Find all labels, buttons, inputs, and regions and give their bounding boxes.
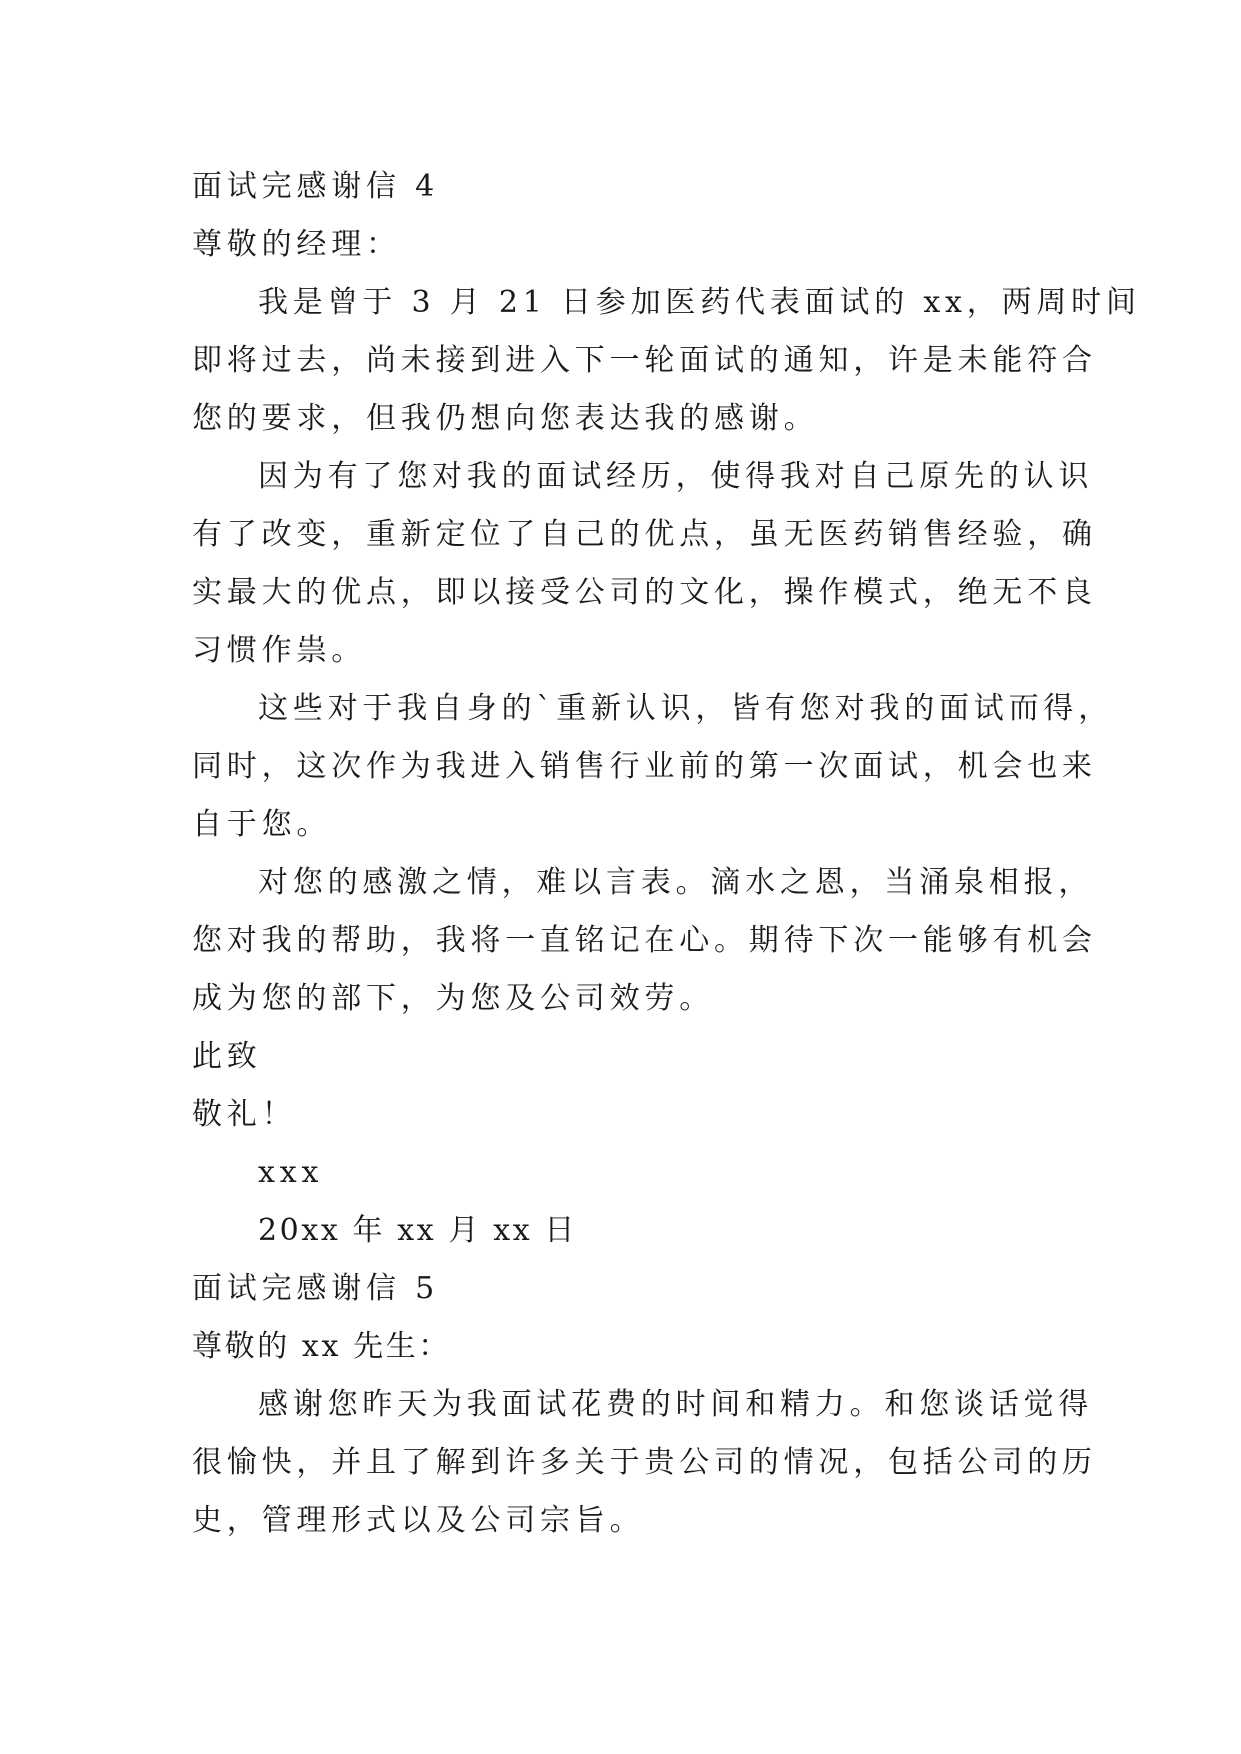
paragraph-line: 史，管理形式以及公司宗旨。 xyxy=(192,1503,645,1538)
date: 20xx 年 xx 月 xx 日 xyxy=(258,1213,577,1248)
document-body xyxy=(192,158,1141,1550)
signature: xxx xyxy=(258,1155,324,1190)
letter-title: 面试完感谢信 5 xyxy=(192,1271,440,1306)
paragraph-line: 这些对于我自身的`重新认识，皆有您对我的面试而得， xyxy=(258,691,1113,726)
paragraph-line: 对您的感激之情，难以言表。滴水之恩，当涌泉相报， xyxy=(258,865,1094,900)
paragraph-line: 即将过去，尚未接到进入下一轮面试的通知，许是未能符合 xyxy=(192,343,1097,378)
paragraph-line: 很愉快，并且了解到许多关于贵公司的情况，包括公司的历 xyxy=(192,1445,1097,1480)
paragraph-line: 您的要求，但我仍想向您表达我的感谢。 xyxy=(192,401,819,436)
paragraph-line: 习惯作祟。 xyxy=(192,633,366,668)
paragraph-line: 同时，这次作为我进入销售行业前的第一次面试，机会也来 xyxy=(192,749,1097,784)
paragraph-line: 有了改变，重新定位了自己的优点，虽无医药销售经验，确 xyxy=(192,517,1097,552)
paragraph-line: 自于您。 xyxy=(192,807,332,842)
salutation: 尊敬的经理： xyxy=(192,227,401,262)
letter-title: 面试完感谢信 4 xyxy=(192,169,440,204)
paragraph-line: 您对我的帮助，我将一直铭记在心。期待下次一能够有机会 xyxy=(192,923,1097,958)
paragraph-line: 成为您的部下，为您及公司效劳。 xyxy=(192,981,714,1016)
paragraph-line: 感谢您昨天为我面试花费的时间和精力。和您谈话觉得 xyxy=(258,1387,1094,1422)
paragraph-line: 因为有了您对我的面试经历，使得我对自己原先的认识 xyxy=(258,459,1094,494)
closing-line: 敬礼！ xyxy=(192,1097,297,1132)
salutation: 尊敬的 xx 先生： xyxy=(192,1329,451,1364)
paragraph-line: 我是曾于 3 月 21 日参加医药代表面试的 xx，两周时间 xyxy=(258,285,1141,320)
closing-line: 此致 xyxy=(192,1039,262,1074)
paragraph-line: 实最大的优点，即以接受公司的文化，操作模式，绝无不良 xyxy=(192,575,1097,610)
